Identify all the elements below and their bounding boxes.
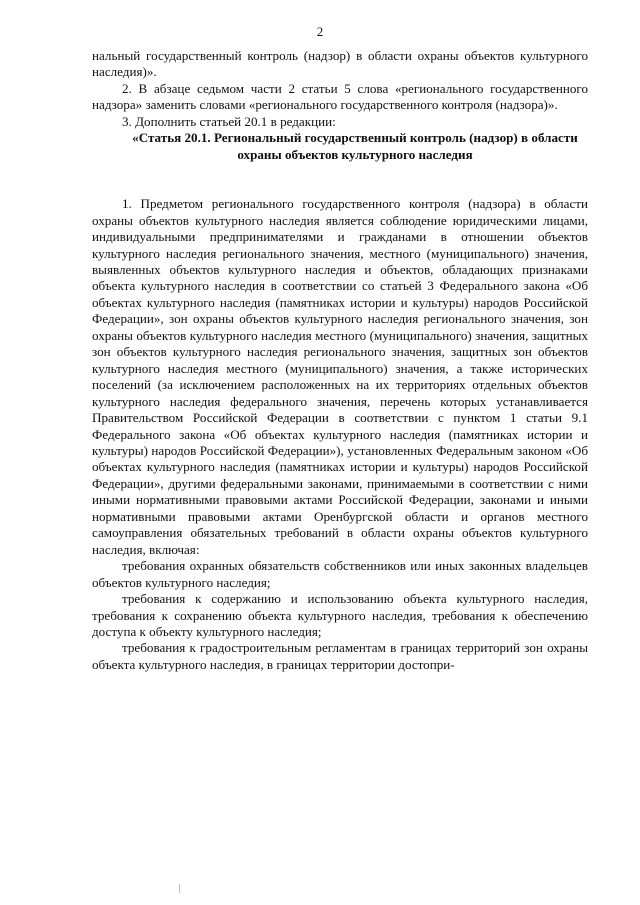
requirement-item: требования к градостроительным регламентам в границах территорий зон охраны объекта культурного наследия, в границах территории достопри- [92, 640, 588, 672]
scan-mark [179, 884, 180, 893]
page-number: 2 [316, 24, 324, 39]
paragraph-amendment-3: 3. Дополнить статьей 20.1 в редакции: [122, 113, 336, 129]
paragraph-amendment-2: 2. В абзаце седьмом части 2 статьи 5 слова «регионального государственного надзора» заменить словами «регионального государственного контроля (надзора)». [92, 80, 588, 113]
requirement-item: требования охранных обязательств собственников или иных законных владельцев объектов культурного наследия; [92, 558, 588, 590]
paragraph-continuation: нальный государственный контроль (надзор) в области охраны объектов культурного наследия)». [92, 48, 588, 80]
requirement-item: требования к содержанию и использованию объекта культурного наследия, требования к сохранению объекта культурного наследия, требования к обеспечению доступа к объекту культурного наследия; [92, 591, 588, 639]
spacer [92, 163, 588, 196]
article-paragraph-1: 1. Предметом регионального государственного контроля (надзора) в области охраны объектов культурного наследия является соблюдение юридическими лицами, индивидуальными предпринимателями и гражданами в отношении объектов культурного наследия регионального значения, местного (муниципального) значения, выявленных объектов культурного наследия и объектов, обладающих признаками объекта культурного наследия в соответствии со статьей 3 Федерального закона «Об объектах культурного наследия (памятниках истории и культуры) народов Российской Федерации», зон охраны объектов культурного наследия регионального значения, зон охраны объектов культурного наследия местного (муниципального) значения, защитных зон объектов культурного наследия регионального значения, защитных зон объектов культурного наследия местного (муниципального) значения, а также исторических поселений (за исключением расположенных на их территориях отдельных объектов культурного наследия федерального значения, перечень которых устанавливается Правительством Российской Федерации в соответствии с пунктом 1 статьи 9.1 Федерального закона «Об объектах культурного наследия (памятниках истории и культуры) народов Российской Федерации»), установленных Федеральным законом «Об объектах культурного наследия (памятниках истории и культуры) народов Российской Федерации», другими федеральными законами, принимаемыми в соответствии с ними иными нормативными правовыми актами Российской Федерации, законами и иными нормативными правовыми актами Оренбургской области и органов местного самоуправления обязательных требований в области охраны объектов культурного наследия, включая: [92, 196, 588, 557]
document-body [92, 48, 588, 673]
article-title: «Статья 20.1. Региональный государственный контроль (надзор) в области охраны объектов культурного наследия [132, 130, 578, 162]
